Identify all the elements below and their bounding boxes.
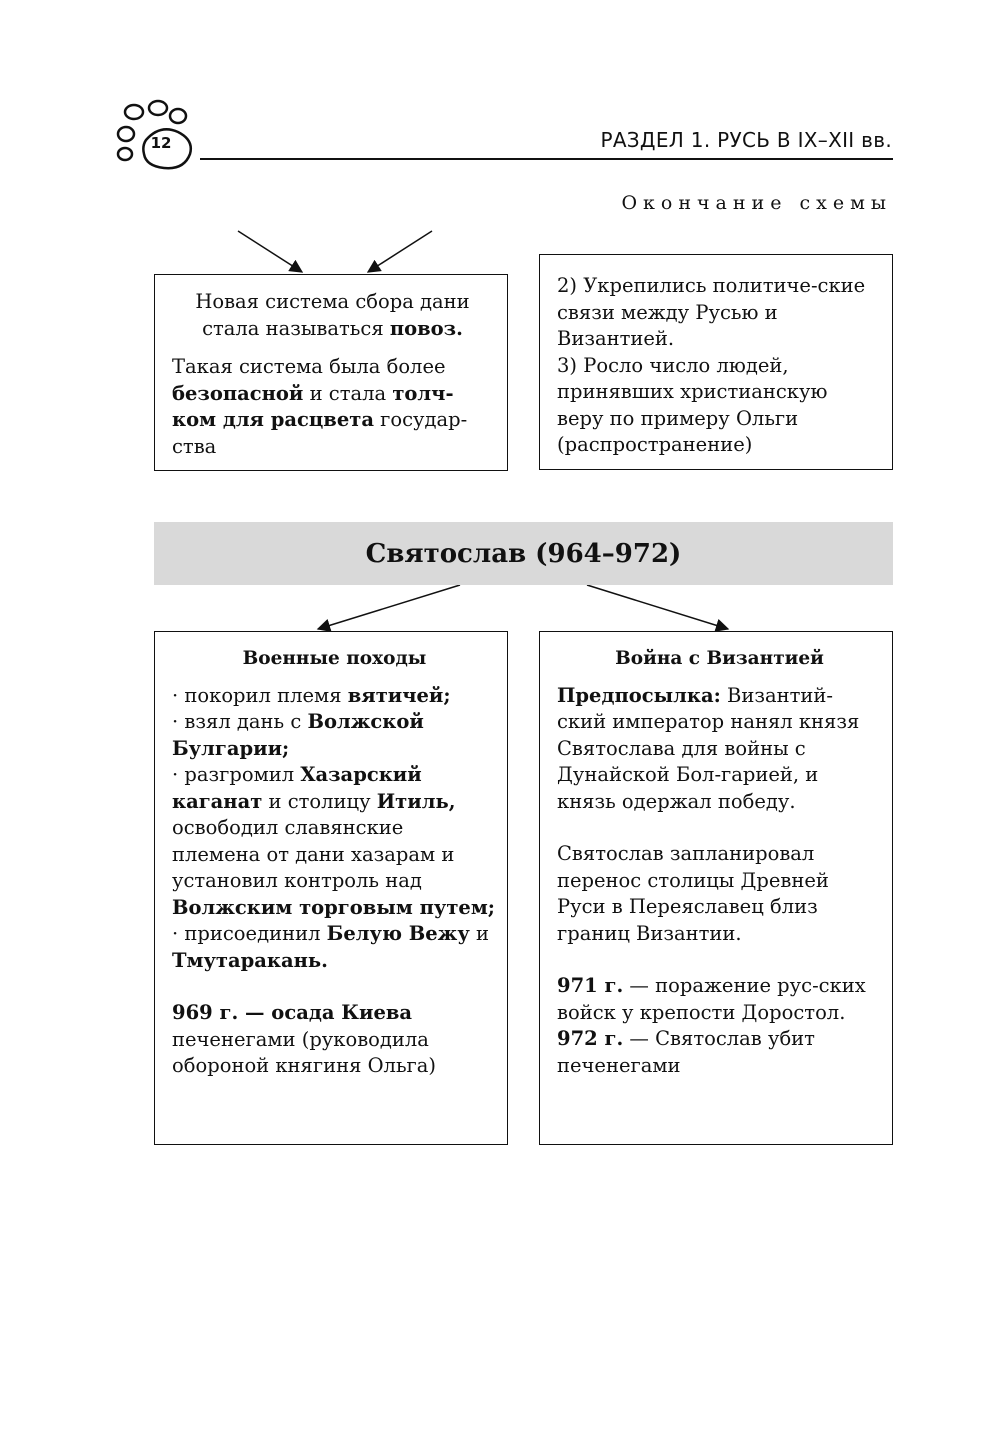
year-972-text: 972 г. — Святослав убит печенегами [557,1027,815,1077]
tribute-system-box [154,274,508,471]
byzantium-title: Война с Византией [615,648,824,669]
bullet-vyatichi: · покорил племя вятичей; [172,683,451,707]
page-number: 12 [150,134,172,152]
result-item-3: 3) Росло число людей, принявших христианскую веру по примеру Ольги (распространение) [557,353,828,456]
arrow-left-top [238,231,302,272]
tribute-name-text: Новая система сбора дани стала называться повоз. [195,290,470,340]
precondition-text: Предпосылка: Византий-ский император нанял князя Святослава для войны с Дунайской Бол-гарией, и князь одержал победу. [557,683,860,813]
byzantium-war-box [539,631,893,1145]
arrow-to-military [318,585,460,629]
military-campaigns-box [154,631,508,1145]
result-item-2: 2) Укрепились политиче-ские связи между Русью и Византией. [557,274,866,350]
tribute-effect-text: Такая система была более безопасной и стала толч-ком для расцвета государ-ства [172,355,468,458]
kiev-siege-text: 969 г. — осада Киева печенегами (руководила обороной княгиня Ольга) [172,1001,437,1077]
year-971-text: 971 г. — поражение рус-ских войск у крепости Доростол. [557,974,866,1024]
bullet-belaya-vezha: · присоединил Белую Вежу и Тмутаракань. [172,922,490,972]
section-title: РАЗДЕЛ 1. РУСЬ В IX–XII вв. [600,128,892,152]
arrow-right-top [368,231,432,272]
continuation-label: Окончание схемы [621,192,892,214]
military-title: Военные походы [242,648,427,669]
bullet-khazaria: · разгромил Хазарский каганат и столицу Итиль, освободил славянские племена от дани хазарам и установил контроль над Волжским торговым путем; [172,763,495,919]
christianity-results-box [539,254,893,470]
bullet-bulgaria: · взял дань с Волжской Булгарии; [172,710,424,760]
header-rule [200,158,893,160]
svyatoslav-banner: Святослав (964–972) [154,522,893,585]
capital-plan-text: Святослав запланировал перенос столицы Древней Руси в Переяславец близ границ Византии. [557,842,829,945]
arrow-to-byzantium [587,585,728,629]
